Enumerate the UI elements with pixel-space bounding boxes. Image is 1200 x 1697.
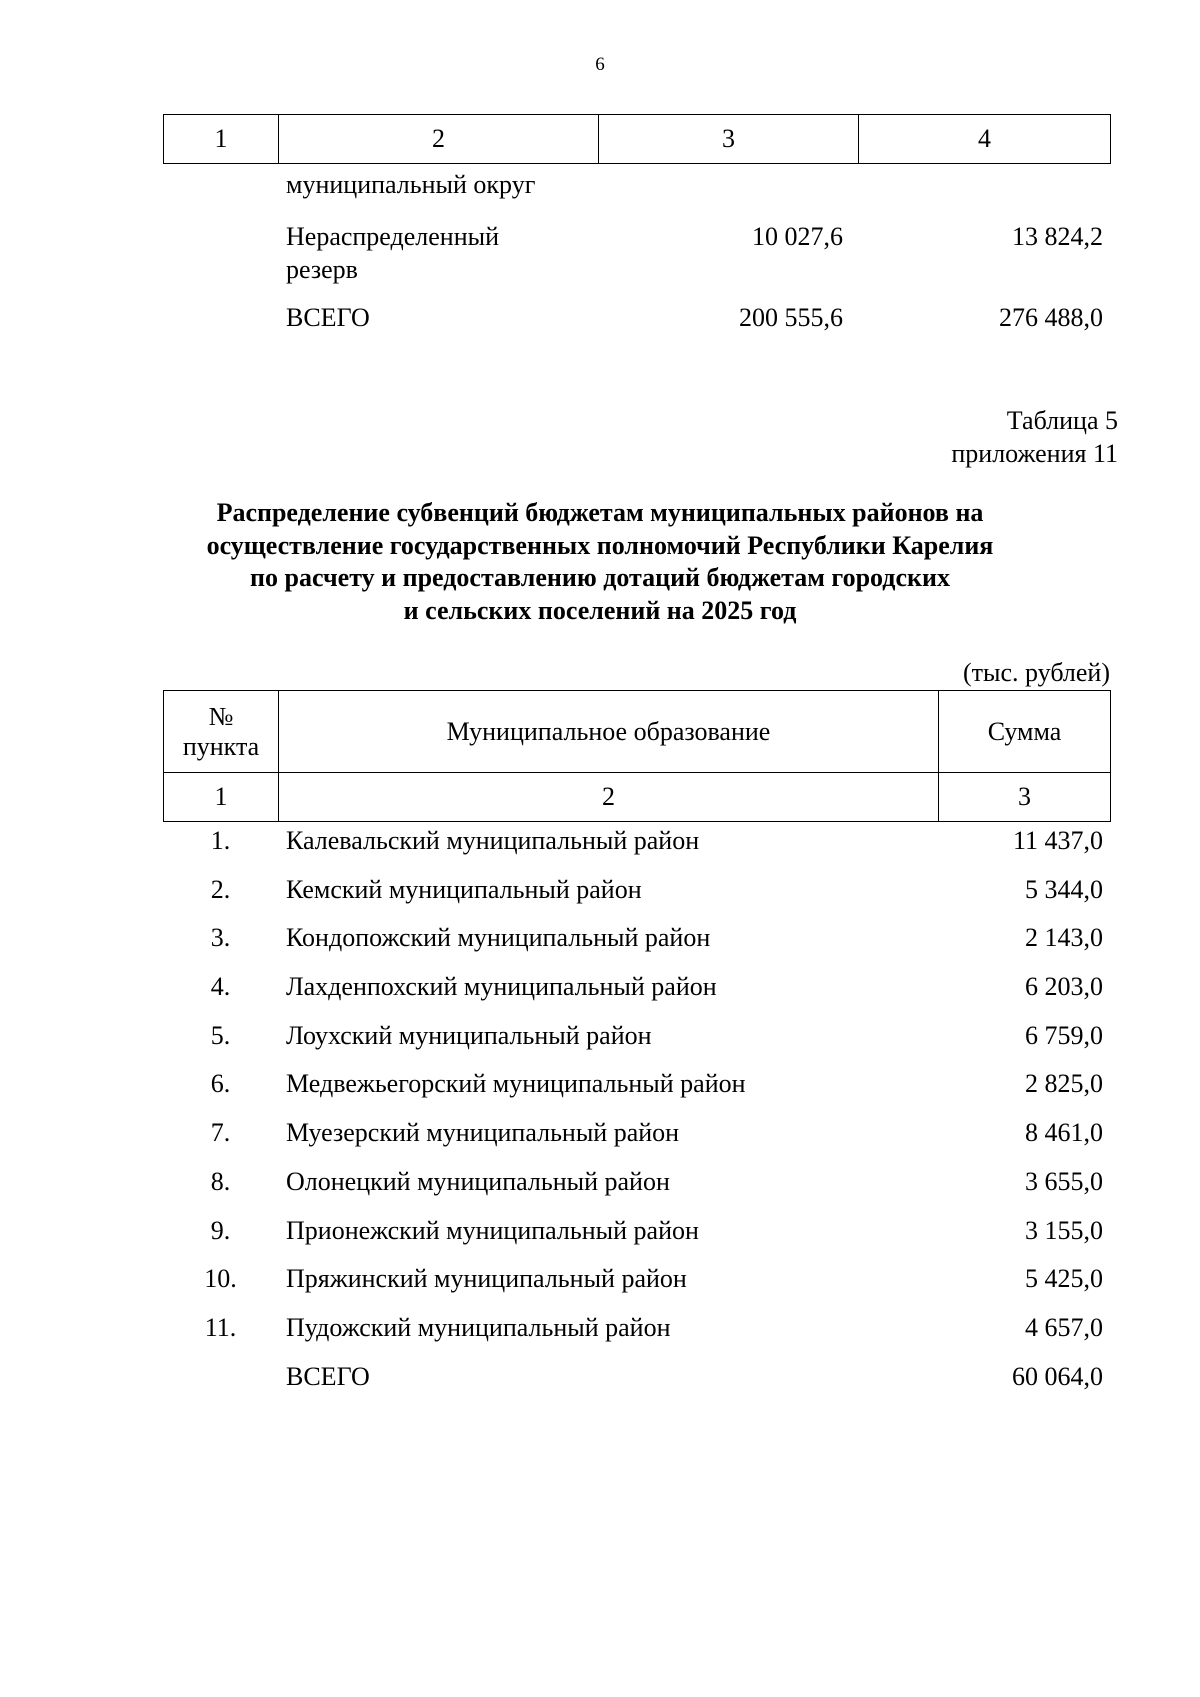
table-row <box>163 1069 1110 1118</box>
row-name: ВСЕГО <box>286 303 370 332</box>
row-number: 11. <box>204 1312 237 1342</box>
row-name: муниципальный округ <box>286 170 536 199</box>
row-sum: 6 759,0 <box>1025 1020 1103 1050</box>
title-line: по расчету и предоставлению дотаций бюджетам городских <box>250 563 950 592</box>
col-number-1: 1 <box>164 773 279 822</box>
row-number: 5. <box>210 1020 231 1050</box>
table-row <box>163 1313 1110 1362</box>
table-caption-line: приложения 11 <box>951 439 1118 468</box>
row-name: Олонецкий муниципальный район <box>286 1166 670 1196</box>
header-sum: Сумма <box>939 691 1111 773</box>
row-number: 1. <box>210 826 231 855</box>
row-sum: 2 825,0 <box>1025 1069 1103 1099</box>
row-name: Медвежьегорский муниципальный район <box>286 1069 746 1099</box>
row-sum: 8 461,0 <box>1025 1118 1103 1148</box>
row-name <box>286 220 586 286</box>
header-number-line: пункта <box>182 731 260 761</box>
row-value-2024: 10 027,6 <box>752 222 843 251</box>
row-sum: 5 425,0 <box>1025 1264 1103 1294</box>
document-title <box>0 497 1200 627</box>
row-number: 3. <box>210 923 231 953</box>
row-number: 4. <box>210 972 231 1002</box>
header-number <box>164 691 279 773</box>
row-name: Лоухский муниципальный район <box>286 1020 652 1050</box>
row-name: ВСЕГО <box>286 1361 370 1391</box>
row-name: Муезерский муниципальный район <box>286 1118 680 1148</box>
row-number: 7. <box>210 1118 231 1148</box>
row-value-2025: 276 488,0 <box>999 303 1103 332</box>
title-line: осуществление государственных полномочий Республики Карелия <box>206 530 994 560</box>
units-label: (тыс. рублей) <box>962 658 1110 687</box>
header-municipality: Муниципальное образование <box>279 691 939 773</box>
page-number: 6 <box>595 54 605 75</box>
row-number: 2. <box>210 874 231 904</box>
row-name: Прионежский муниципальный район <box>286 1215 699 1245</box>
row-value-2025: 13 824,2 <box>1012 222 1103 251</box>
title-line: Распределение субвенций бюджетам муниципальных районов на <box>216 498 984 527</box>
row-number: 8. <box>210 1166 231 1196</box>
row-number: 6. <box>210 1069 231 1099</box>
table-row <box>163 1216 1110 1265</box>
row-sum: 3 155,0 <box>1025 1215 1103 1245</box>
row-sum: 60 064,0 <box>1012 1361 1103 1391</box>
row-name: Калевальский муниципальный район <box>286 826 700 855</box>
row-name-line: Нераспределенный <box>286 222 500 251</box>
row-sum: 11 437,0 <box>1012 826 1103 855</box>
table-row <box>163 1021 1110 1070</box>
main-table-body <box>163 826 1110 1410</box>
table-caption <box>951 404 1118 470</box>
row-sum: 3 655,0 <box>1025 1166 1103 1196</box>
table-row <box>163 1167 1110 1216</box>
col-number-4: 4 <box>859 115 1111 164</box>
table-row <box>163 826 1110 875</box>
main-table-header <box>163 690 1111 822</box>
continuation-table-header <box>163 114 1111 164</box>
col-number-3: 3 <box>939 773 1111 822</box>
row-name: Пудожский муниципальный район <box>286 1312 671 1342</box>
table-caption-line: Таблица 5 <box>1006 406 1118 435</box>
row-sum: 2 143,0 <box>1025 923 1103 953</box>
header-number-line: № <box>208 701 234 731</box>
table-row <box>163 972 1110 1021</box>
row-number: 9. <box>210 1215 231 1245</box>
row-name-line: резерв <box>286 255 358 284</box>
table-row <box>163 923 1110 972</box>
table-row <box>163 1264 1110 1313</box>
col-number-3: 3 <box>599 115 859 164</box>
title-line: и сельских поселений на 2025 год <box>403 595 797 625</box>
row-sum: 6 203,0 <box>1025 972 1103 1002</box>
col-number-2: 2 <box>279 115 599 164</box>
row-name: Пряжинский муниципальный район <box>286 1264 687 1294</box>
row-name: Лахденпохский муниципальный район <box>286 972 717 1002</box>
table-row <box>163 875 1110 924</box>
row-sum: 4 657,0 <box>1025 1312 1103 1342</box>
row-number: 10. <box>204 1264 237 1294</box>
col-number-2: 2 <box>279 773 939 822</box>
table-row <box>163 1118 1110 1167</box>
row-sum: 5 344,0 <box>1025 874 1103 904</box>
row-value-2024: 200 555,6 <box>739 303 843 332</box>
row-name: Кемский муниципальный район <box>286 874 642 904</box>
col-number-1: 1 <box>164 115 279 164</box>
row-name: Кондопожский муниципальный район <box>286 923 711 953</box>
table-row-total <box>163 1362 1110 1411</box>
